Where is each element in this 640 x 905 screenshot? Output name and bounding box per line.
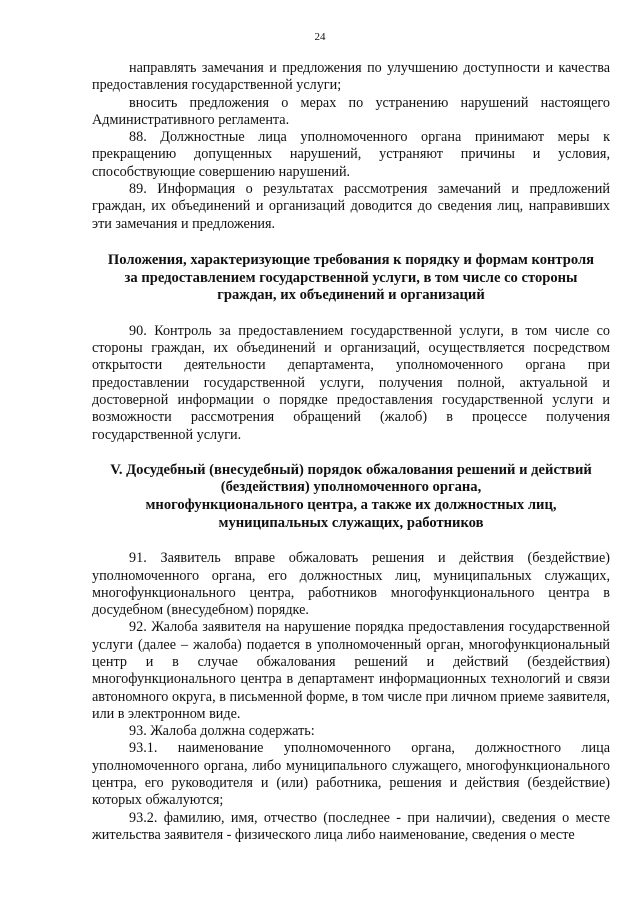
- heading-line: за предоставлением государственной услуги, в том числе со стороны: [124, 269, 578, 286]
- paragraph: 92. Жалоба заявителя на нарушение порядка предоставления государственной услуги (далее – жалоба) подается в уполномоченный орган, многофункциональный центр и в случае обжалования решений и действий (бездействия) многофункционального центра в департамент информационных технологий и связи автономного округа, в письменной форме, в том числе при личном приеме заявителя, или в электронном виде.: [92, 619, 610, 722]
- section-heading-control: [92, 252, 610, 305]
- heading-line: (бездействия) уполномоченного органа,: [220, 479, 482, 496]
- paragraph: 89. Информация о результатах рассмотрения замечаний и предложений граждан, их объединений и организаций доводится до сведения лиц, направивших эти замечания и предложения.: [92, 181, 610, 232]
- paragraph: 90. Контроль за предоставлением государственной услуги, в том числе со стороны граждан, их объединений и организаций, осуществляется посредством открытости деятельности департамента, уполномоченного органа при предоставлении государственной услуги, получения полной, актуальной и достоверной информации о порядке предоставления государственной услуги и возможности рассмотрения обращений (жалоб) в процессе получения государственной услуги.: [92, 322, 610, 443]
- section-heading-v: [92, 462, 610, 532]
- paragraph: направлять замечания и предложения по улучшению доступности и качества предоставления государственной услуги;: [92, 60, 610, 94]
- paragraph: 88. Должностные лица уполномоченного органа принимают меры к прекращению допущенных нарушений, устраняют причины и условия, способствующие совершению нарушений.: [92, 129, 610, 180]
- paragraph: 91. Заявитель вправе обжаловать решения и действия (бездействие) уполномоченного органа, его должностных лиц, муниципальных служащих, многофункционального центра, работников многофункционального центра в досудебном (внесудебном) порядке.: [92, 550, 610, 619]
- page-number: 24: [314, 31, 326, 43]
- heading-line: многофункционального центра, а также их должностных лиц,: [145, 497, 557, 514]
- heading-line: V. Досудебный (внесудебный) порядок обжалования решений и действий: [110, 461, 592, 478]
- heading-line: граждан, их объединений и организаций: [217, 287, 485, 304]
- paragraph: 93.1. наименование уполномоченного органа, должностного лица уполномоченного органа, либо муниципального служащего, многофункционального центра, его руководителя и (или) работника, решения и действия (бездействие) которых обжалуются;: [92, 740, 610, 809]
- heading-line: Положения, характеризующие требования к порядку и формам контроля: [107, 251, 595, 268]
- paragraph: 93.2. фамилию, имя, отчество (последнее - при наличии), сведения о месте жительства заявителя - физического лица либо наименование, сведения о месте: [92, 809, 610, 843]
- document-body: [92, 60, 610, 844]
- heading-line: муниципальных служащих, работников: [218, 514, 484, 531]
- paragraph: вносить предложения о мерах по устранению нарушений настоящего Административного регламента.: [92, 94, 610, 128]
- paragraph: 93. Жалоба должна содержать:: [129, 723, 315, 740]
